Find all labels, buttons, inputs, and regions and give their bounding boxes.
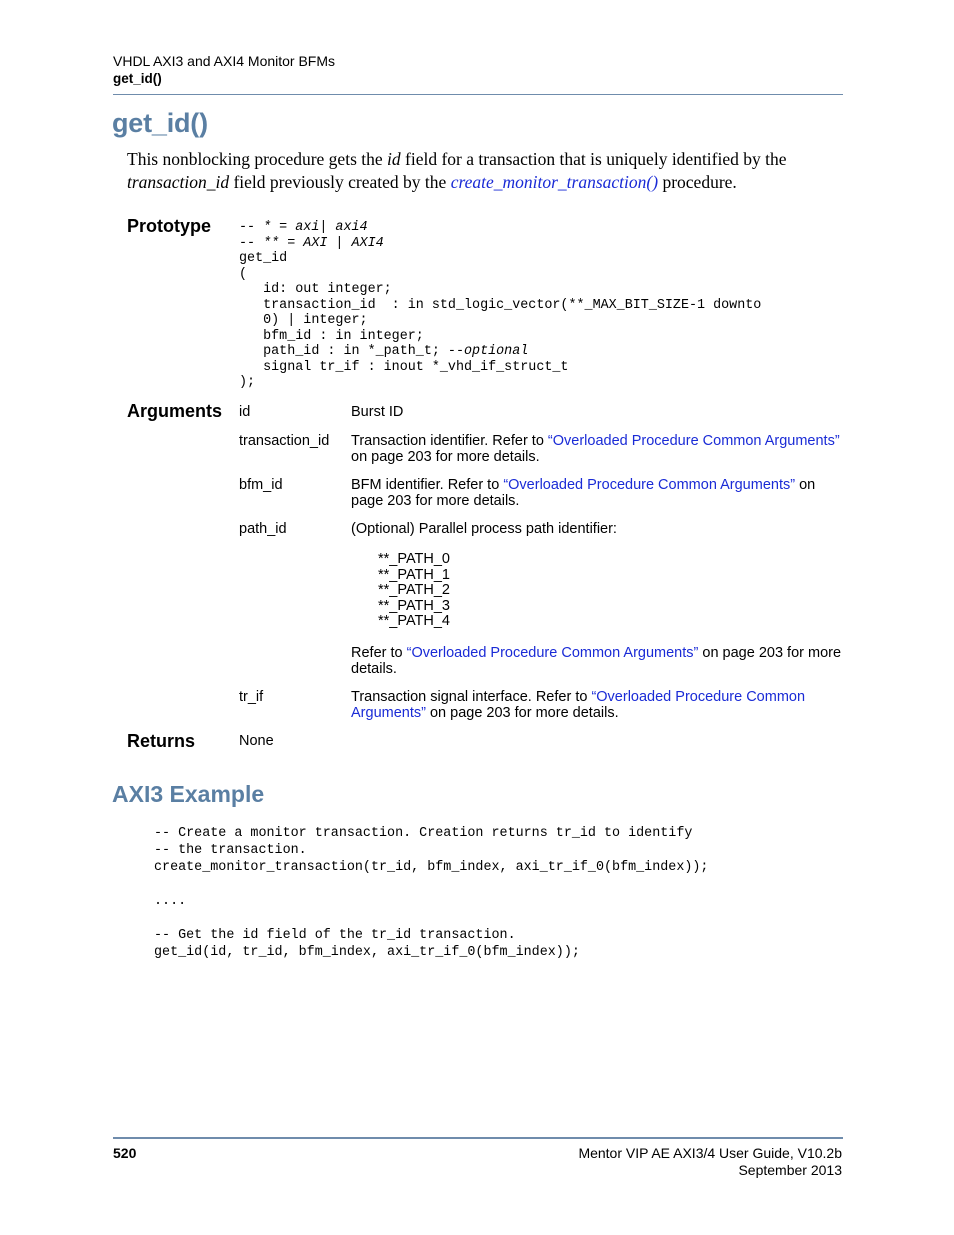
intro-id-term: id — [387, 149, 401, 169]
path-value: **_PATH_0 — [378, 551, 450, 567]
code-line: transaction_id : in std_logic_vector(**_MAX_BIT_SIZE-1 downto — [239, 297, 762, 313]
argument-description — [351, 433, 843, 465]
description-text: on page 203 for more details. — [425, 705, 619, 721]
argument-name: tr_if — [239, 689, 264, 705]
header-section: get_id() — [113, 71, 162, 86]
code-line: get_id — [239, 251, 288, 266]
code-line: bfm_id : in integer; — [239, 328, 424, 344]
page-title: get_id() — [112, 108, 208, 138]
argument-name: id — [239, 404, 251, 420]
code-line: -- * = axi| axi4 — [239, 220, 368, 235]
returns-label: Returns — [127, 731, 196, 751]
description-text: Transaction identifier. Refer to — [351, 433, 548, 449]
argument-description — [351, 477, 843, 509]
overloaded-args-link[interactable]: “Overloaded Procedure Common Arguments” — [503, 477, 796, 493]
path-value: **_PATH_4 — [378, 613, 450, 629]
description-text: on page 203 for more details. — [351, 477, 816, 509]
code-line: create_monitor_transaction(tr_id, bfm_index, axi_tr_if_0(bfm_index)); — [154, 860, 709, 875]
argument-description: (Optional) Parallel process path identifier: — [351, 521, 617, 537]
overloaded-args-link[interactable]: “Overloaded Procedure Common Arguments” — [351, 689, 806, 721]
create-monitor-transaction-link[interactable]: create_monitor_transaction() — [450, 172, 659, 192]
code-line: -- Create a monitor transaction. Creation returns tr_id to identify — [154, 826, 693, 841]
example-heading: AXI3 Example — [112, 781, 265, 807]
code-line: 0) | integer; — [239, 313, 368, 328]
returns-value: None — [239, 733, 274, 749]
intro-paragraph — [127, 148, 843, 194]
prototype-label: Prototype — [127, 216, 212, 236]
description-text: on page 203 for more details. — [351, 449, 540, 465]
path-value: **_PATH_1 — [378, 566, 450, 583]
argument-description: Burst ID — [351, 404, 404, 420]
path-value: **_PATH_2 — [378, 582, 450, 598]
code-line: -- Get the id field of the tr_id transaction. — [154, 928, 516, 943]
footer-date: September 2013 — [738, 1162, 842, 1178]
intro-text: procedure. — [658, 172, 737, 192]
code-line: signal tr_if : inout *_vhd_if_struct_t — [239, 359, 569, 375]
argument-name: bfm_id — [239, 477, 283, 493]
intro-text: This nonblocking procedure gets the — [127, 149, 388, 169]
code-line: get_id(id, tr_id, bfm_index, axi_tr_if_0(bfm_index)); — [154, 945, 580, 960]
description-text: on page 203 for more details. — [351, 645, 842, 677]
description-text: Transaction signal interface. Refer to — [351, 689, 592, 705]
header-chapter: VHDL AXI3 and AXI4 Monitor BFMs — [113, 53, 336, 69]
code-line: -- ** = AXI | AXI4 — [239, 235, 384, 251]
argument-description — [351, 689, 843, 721]
footer-rule — [113, 1137, 843, 1139]
overloaded-args-link[interactable]: “Overloaded Procedure Common Arguments” — [406, 645, 699, 661]
prototype-code — [239, 220, 761, 391]
header-rule — [113, 94, 843, 95]
code-line: -- the transaction. — [154, 843, 307, 858]
page-number: 520 — [113, 1145, 137, 1161]
code-line: ); — [239, 375, 256, 390]
footer-guide-title: Mentor VIP AE AXI3/4 User Guide, V10.2b — [578, 1145, 842, 1161]
code-comment-optional: optional — [464, 344, 529, 359]
path-value: **_PATH_3 — [378, 597, 450, 614]
code-line: id: out integer; — [239, 282, 392, 297]
code-line: ( — [239, 266, 248, 282]
arguments-label: Arguments — [127, 401, 223, 421]
footer-info — [578, 1145, 842, 1179]
argument-name: path_id — [239, 521, 287, 537]
argument-description — [351, 645, 843, 677]
code-line: .... — [154, 894, 187, 909]
example-code — [154, 825, 708, 961]
intro-transaction-id-term: transaction_id — [127, 172, 230, 192]
overloaded-args-link[interactable]: “Overloaded Procedure Common Arguments” — [547, 433, 840, 449]
code-line: path_id : in *_path_t; -- — [239, 344, 464, 359]
path-values-list — [378, 552, 450, 630]
running-header — [113, 52, 843, 88]
argument-name: transaction_id — [239, 433, 330, 449]
description-text: BFM identifier. Refer to — [351, 477, 504, 493]
intro-text: field for a transaction that is uniquely identified by the — [400, 149, 787, 169]
intro-text: field previously created by the — [229, 172, 451, 192]
description-text: Refer to — [351, 645, 407, 661]
